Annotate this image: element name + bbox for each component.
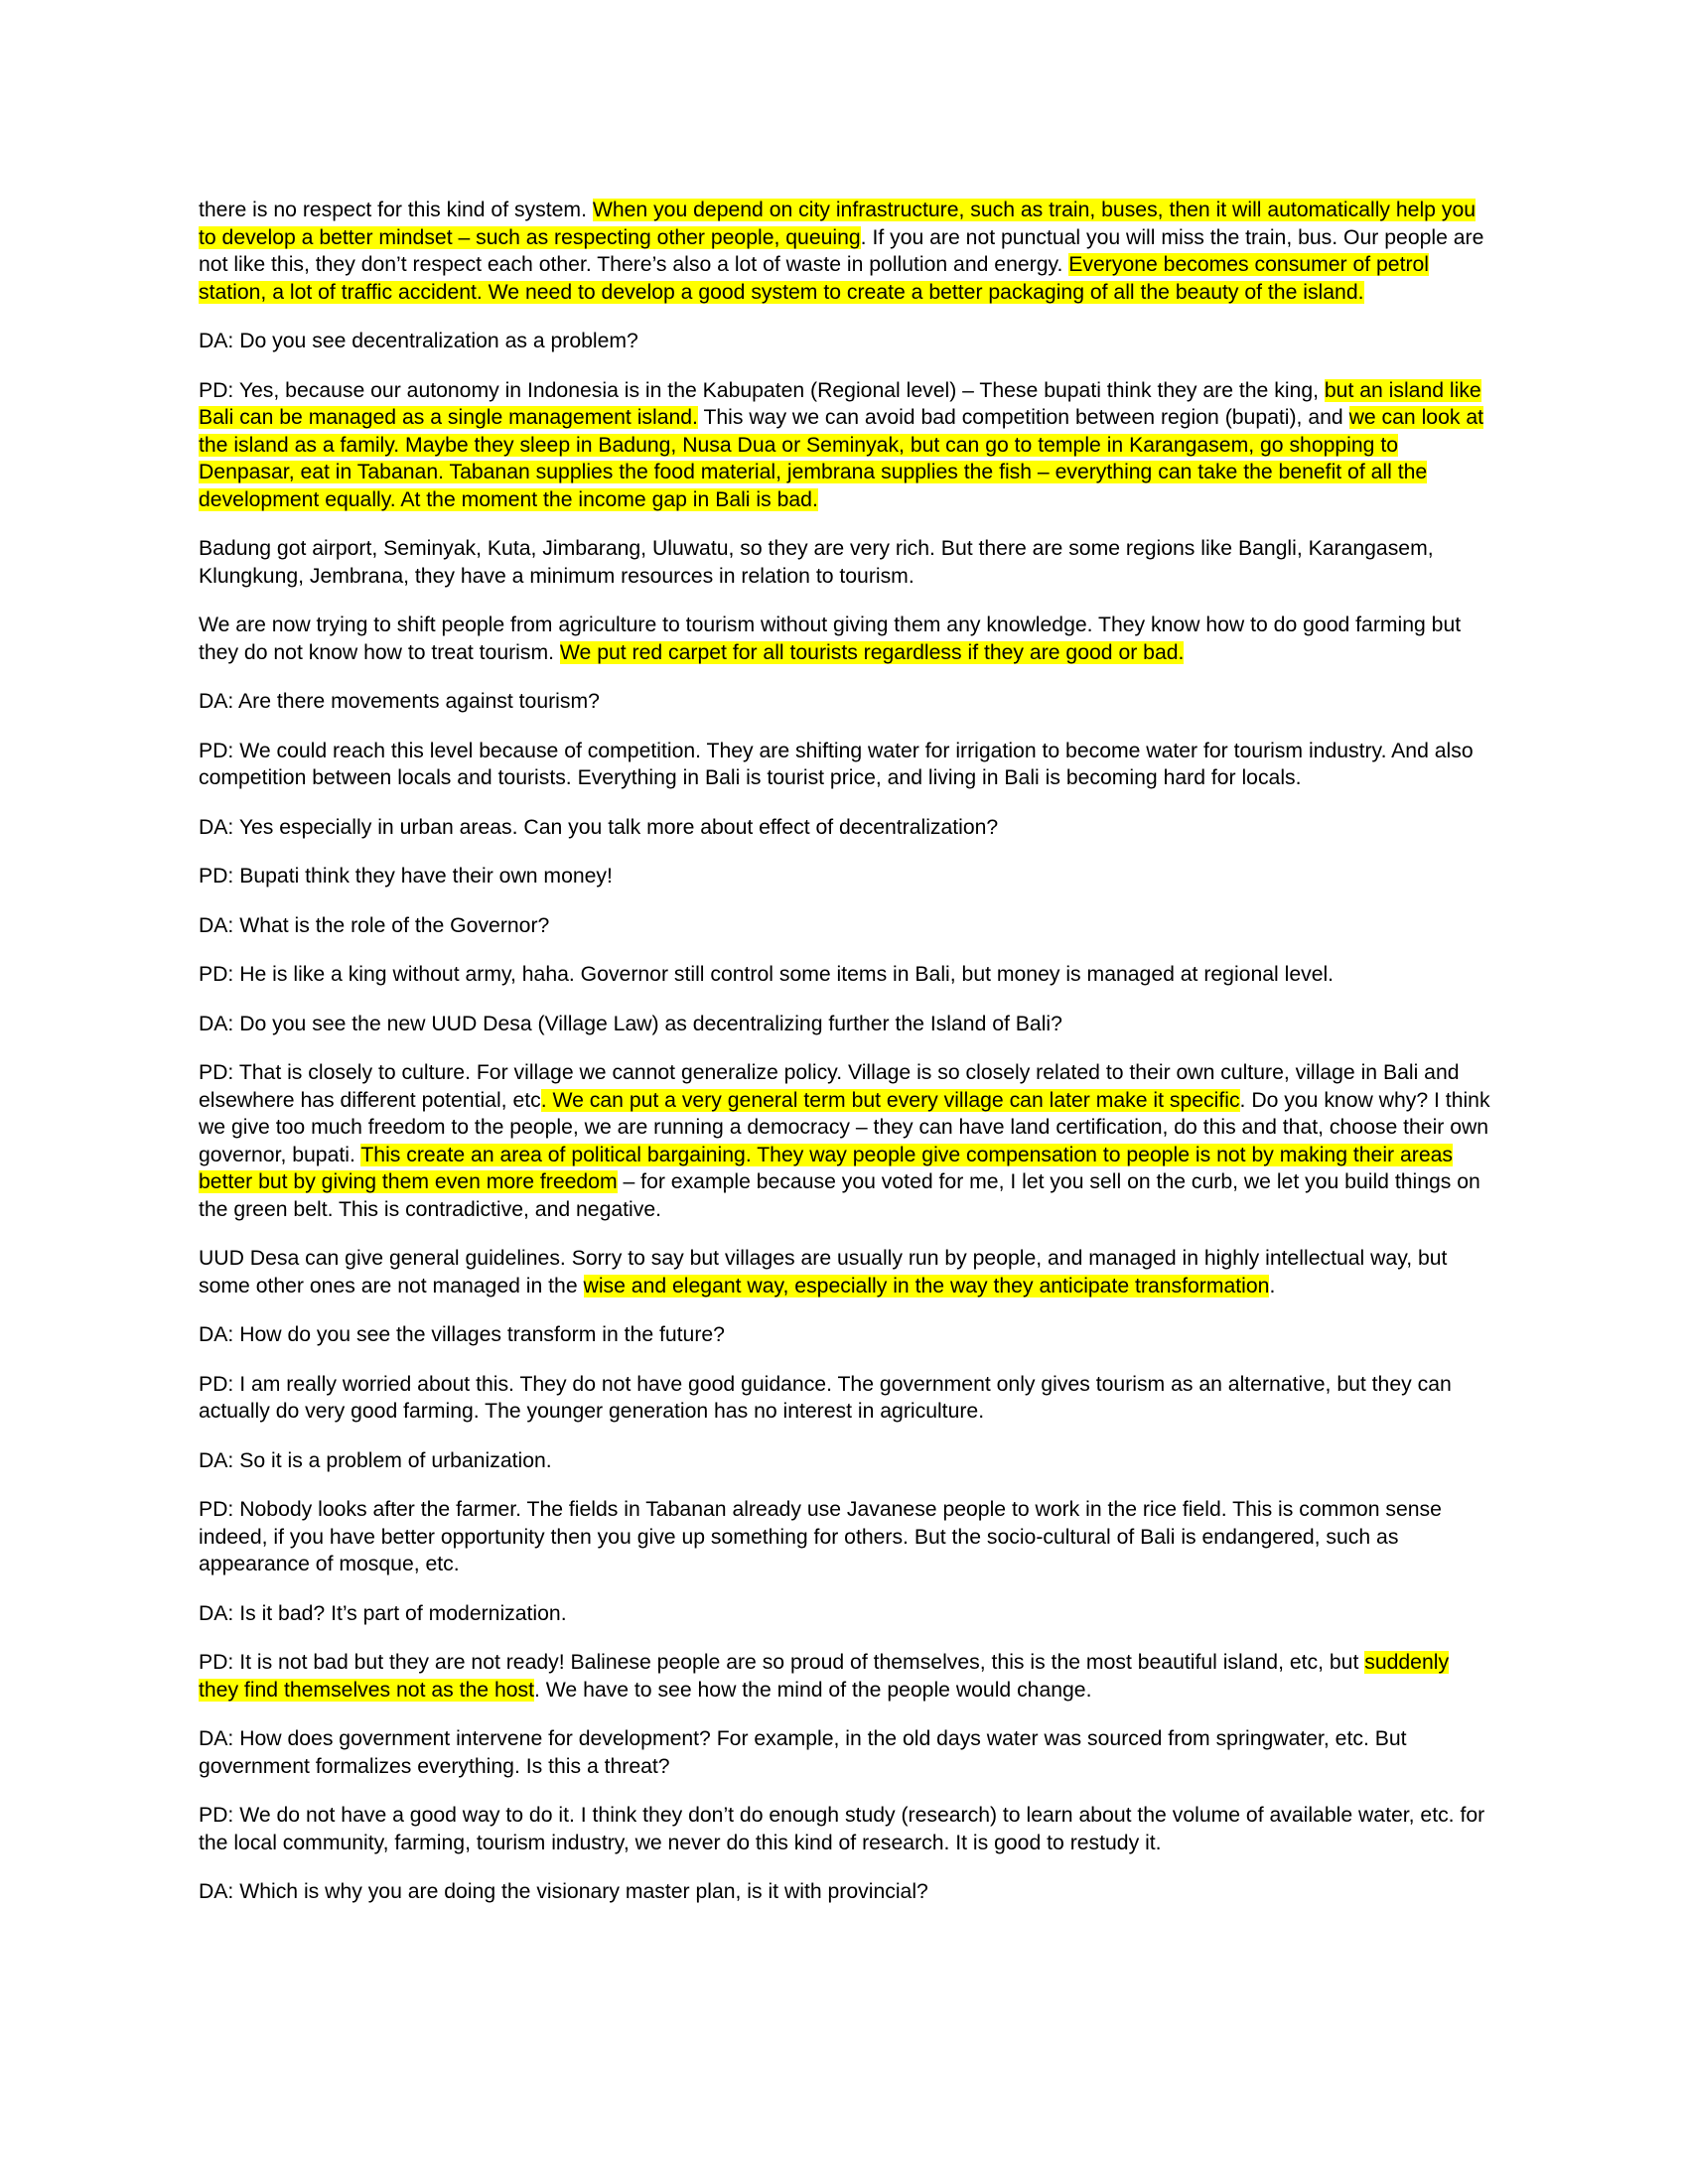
text-segment: Badung got airport, Seminyak, Kuta, Jimbarang, Uluwatu, so they are very rich. But there are some regions like Bangli, Karangasem, Klungkung, Jembrana, they have a minimum resources in relation to tourism.: [199, 537, 1434, 588]
text-segment: PD: Bupati think they have their own money!: [199, 865, 613, 887]
highlighted-text: Everyone becomes consumer of petrol station, a lot of traffic accident. We need to develop a good system to create a better packaging of all the beauty of the island.: [199, 253, 1430, 304]
text-segment: . We have to see how the mind of the people would change.: [534, 1678, 1092, 1702]
highlighted-text: wise and elegant way, especially in the way they anticipate transformation: [583, 1274, 1270, 1297]
document-page: [199, 197, 1491, 1928]
paragraph: [199, 1059, 1491, 1223]
text-segment: DA: Are there movements against tourism?: [199, 690, 600, 713]
paragraph: [199, 863, 1491, 890]
paragraph: [199, 1725, 1491, 1780]
text-segment: We are now trying to shift people from agriculture to tourism without giving them any knowledge. They know how to do good farming but they do not know how to treat tourism.: [199, 614, 1462, 664]
text-segment: DA: So it is a problem of urbanization.: [199, 1448, 552, 1472]
text-segment: there is no respect for this kind of system.: [199, 199, 593, 221]
text-segment: DA: Which is why you are doing the visionary master plan, is it with provincial?: [199, 1880, 928, 1903]
text-segment: DA: How does government intervene for development? For example, in the old days water was sourced from springwater, etc. But government formalizes everything. Is this a threat?: [199, 1727, 1407, 1778]
text-segment: PD: We could reach this level because of competition. They are shifting water for irrigation to become water for tourism industry. And also competition between locals and tourists. Everything in Bali is tourist price, and living in Bali is becoming hard for locals.: [199, 739, 1474, 789]
paragraph: [199, 1371, 1491, 1426]
text-segment: This way we can avoid bad competition between region (bupati), and: [697, 406, 1349, 429]
paragraph: [199, 197, 1491, 306]
paragraph: [199, 1649, 1491, 1704]
paragraph: [199, 1878, 1491, 1906]
paragraph: [199, 1447, 1491, 1475]
text-segment: PD: It is not bad but they are not ready! Balinese people are so proud of themselves, this is the most beautiful island, etc, but: [199, 1651, 1365, 1674]
paragraph: [199, 377, 1491, 514]
text-segment: .: [1269, 1274, 1276, 1297]
text-segment: DA: How do you see the villages transform in the future?: [199, 1323, 725, 1346]
paragraph: [199, 688, 1491, 716]
paragraph: [199, 328, 1491, 355]
paragraph: [199, 814, 1491, 842]
highlighted-text: We put red carpet for all tourists regardless if they are good or bad.: [559, 640, 1185, 664]
highlighted-text: but an island like Bali can be managed as a single management island.: [199, 378, 1481, 429]
highlighted-text: we can look at the island as a family. Maybe they sleep in Badung, Nusa Dua or Seminyak, but can go to temple in Karangasem, go shopping to Denpasar, eat in Tabanan. Tabanan supplies the food material, jembrana supplies the fish – everything can take the benefit of all the development equally. At the moment the income gap in Bali is bad.: [199, 406, 1484, 511]
text-segment: UUD Desa can give general guidelines. Sorry to say but villages are usually run by people, and managed in highly intellectual way, but some other ones are not managed in the: [199, 1247, 1448, 1297]
text-segment: DA: Is it bad? It’s part of modernization.: [199, 1601, 567, 1625]
paragraph: [199, 1496, 1491, 1578]
paragraph: [199, 1245, 1491, 1299]
text-segment: . If you are not punctual you will miss the train, bus. Our people are not like this, they don’t respect each other. There’s also a lot of waste in pollution and energy.: [199, 225, 1484, 276]
paragraph: [199, 961, 1491, 989]
highlighted-text: suddenly they find themselves not as the host: [199, 1651, 1450, 1702]
highlighted-text: When you depend on city infrastructure, such as train, buses, then it will automatically help you to develop a better mindset – such as respecting other people, queuing: [199, 199, 1477, 249]
text-segment: PD: Yes, because our autonomy in Indonesia is in the Kabupaten (Regional level) – These bupati think they are the king,: [199, 378, 1325, 402]
highlighted-text: . We can put a very general term but every village can later make it specific: [540, 1088, 1240, 1112]
highlighted-text: This create an area of political bargaining. They way people give compensation to people is not by making their areas better but by giving them even more freedom: [199, 1143, 1453, 1193]
paragraph: [199, 612, 1491, 666]
text-segment: PD: We do not have a good way to do it. I think they don’t do enough study (research) to learn about the volume of available water, etc. for the local community, farming, tourism industry, we never do this kind of research. It is good to restudy it.: [199, 1804, 1485, 1854]
paragraph: [199, 1011, 1491, 1038]
paragraph: [199, 1600, 1491, 1628]
text-segment: PD: He is like a king without army, haha. Governor still control some items in Bali, but money is managed at regional level.: [199, 963, 1335, 986]
text-segment: PD: I am really worried about this. They do not have good guidance. The government only gives tourism as an alternative, but they can actually do very good farming. The younger generation has no interest in agriculture.: [199, 1372, 1452, 1423]
paragraph: [199, 1321, 1491, 1349]
paragraph: [199, 1802, 1491, 1856]
text-segment: PD: Nobody looks after the farmer. The fields in Tabanan already use Javanese people to work in the rice field. This is common sense indeed, if you have better opportunity then you give up something for others. But the socio-cultural of Bali is endangered, such as appearance of mosque, etc.: [199, 1498, 1442, 1575]
text-segment: DA: Yes especially in urban areas. Can you talk more about effect of decentralization?: [199, 815, 999, 839]
paragraph: [199, 535, 1491, 590]
text-segment: DA: What is the role of the Governor?: [199, 913, 550, 937]
paragraph: [199, 912, 1491, 940]
text-segment: PD: That is closely to culture. For village we cannot generalize policy. Village is so closely related to their own culture, village in Bali and elsewhere has different potential, etc: [199, 1061, 1460, 1112]
text-segment: DA: Do you see the new UUD Desa (Village Law) as decentralizing further the Island of Bali?: [199, 1012, 1062, 1035]
paragraph: [199, 738, 1491, 792]
text-segment: – for example because you voted for me, I let you sell on the curb, we let you build things on the green belt. This is contradictive, and negative.: [199, 1170, 1480, 1221]
text-segment: . Do you know why? I think we give too much freedom to the people, we are running a democracy – they can have land certification, do this and that, choose their own governor, bupati.: [199, 1088, 1490, 1166]
text-segment: DA: Do you see decentralization as a problem?: [199, 330, 638, 352]
